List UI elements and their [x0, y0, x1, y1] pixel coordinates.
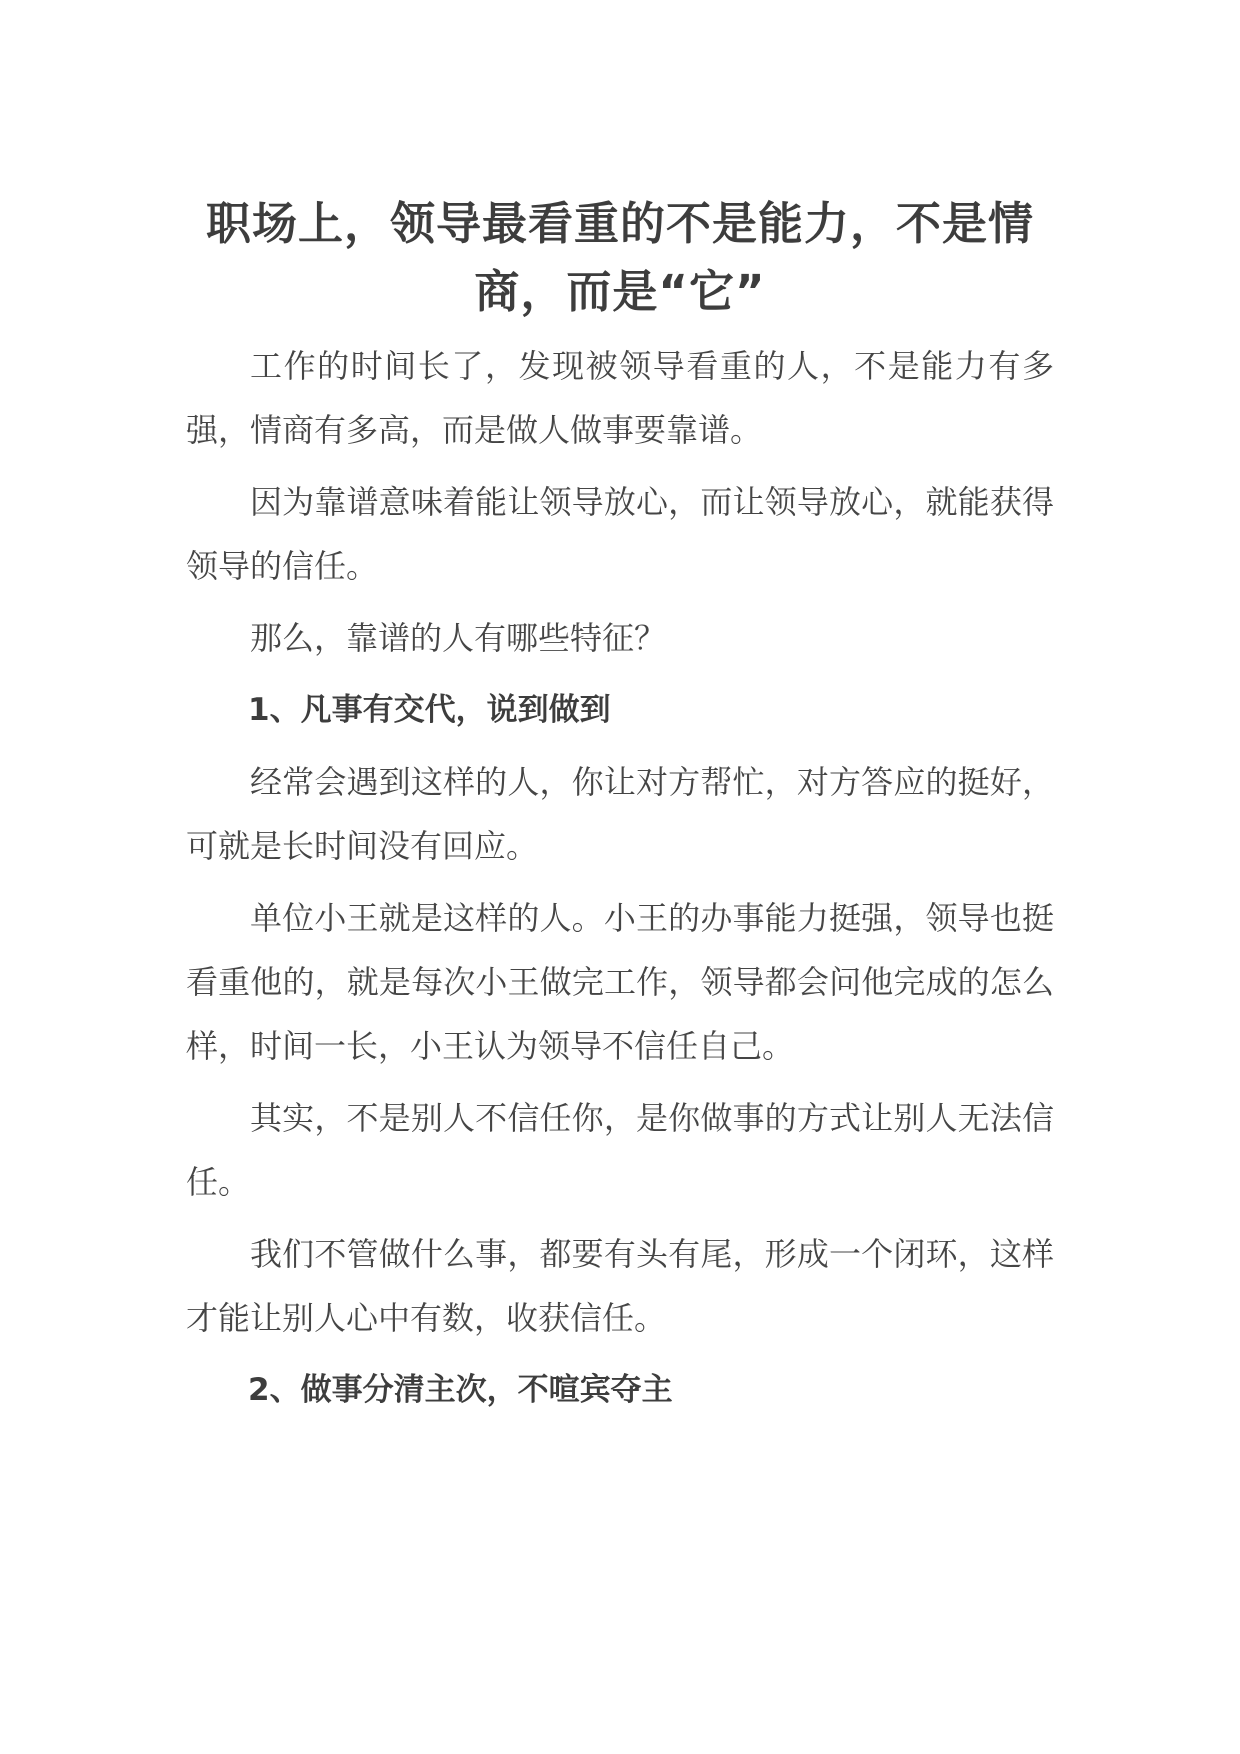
paragraph-intro: 工作的时间长了，发现被领导看重的人，不是能力有多强，情商有多高，而是做人做事要靠谱。	[186, 347, 1054, 449]
article-title: 职场上，领导最看重的不是能力，不是情商，而是“它”	[205, 197, 1034, 318]
section-heading-2: 2、做事分清主次，不喧宾夺主	[248, 1372, 673, 1408]
paragraph-closed-loop: 我们不管做什么事，都要有头有尾，形成一个闭环，这样才能让别人心中有数，收获信任。	[186, 1235, 1054, 1337]
document-page	[186, 190, 1054, 1422]
paragraph-trust: 因为靠谱意味着能让领导放心，而让领导放心，就能获得领导的信任。	[186, 483, 1054, 585]
paragraph-xiaowang: 单位小王就是这样的人。小王的办事能力挺强，领导也挺看重他的，就是每次小王做完工作，领导都会问他完成的怎么样，时间一长，小王认为领导不信任自己。	[186, 899, 1054, 1065]
paragraph-reason: 其实，不是别人不信任你，是你做事的方式让别人无法信任。	[186, 1099, 1054, 1201]
paragraph-example: 经常会遇到这样的人，你让对方帮忙，对方答应的挺好，可就是长时间没有回应。	[186, 763, 1054, 865]
paragraph-question: 那么，靠谱的人有哪些特征？	[250, 619, 667, 657]
section-heading-1: 1、凡事有交代，说到做到	[248, 692, 611, 728]
